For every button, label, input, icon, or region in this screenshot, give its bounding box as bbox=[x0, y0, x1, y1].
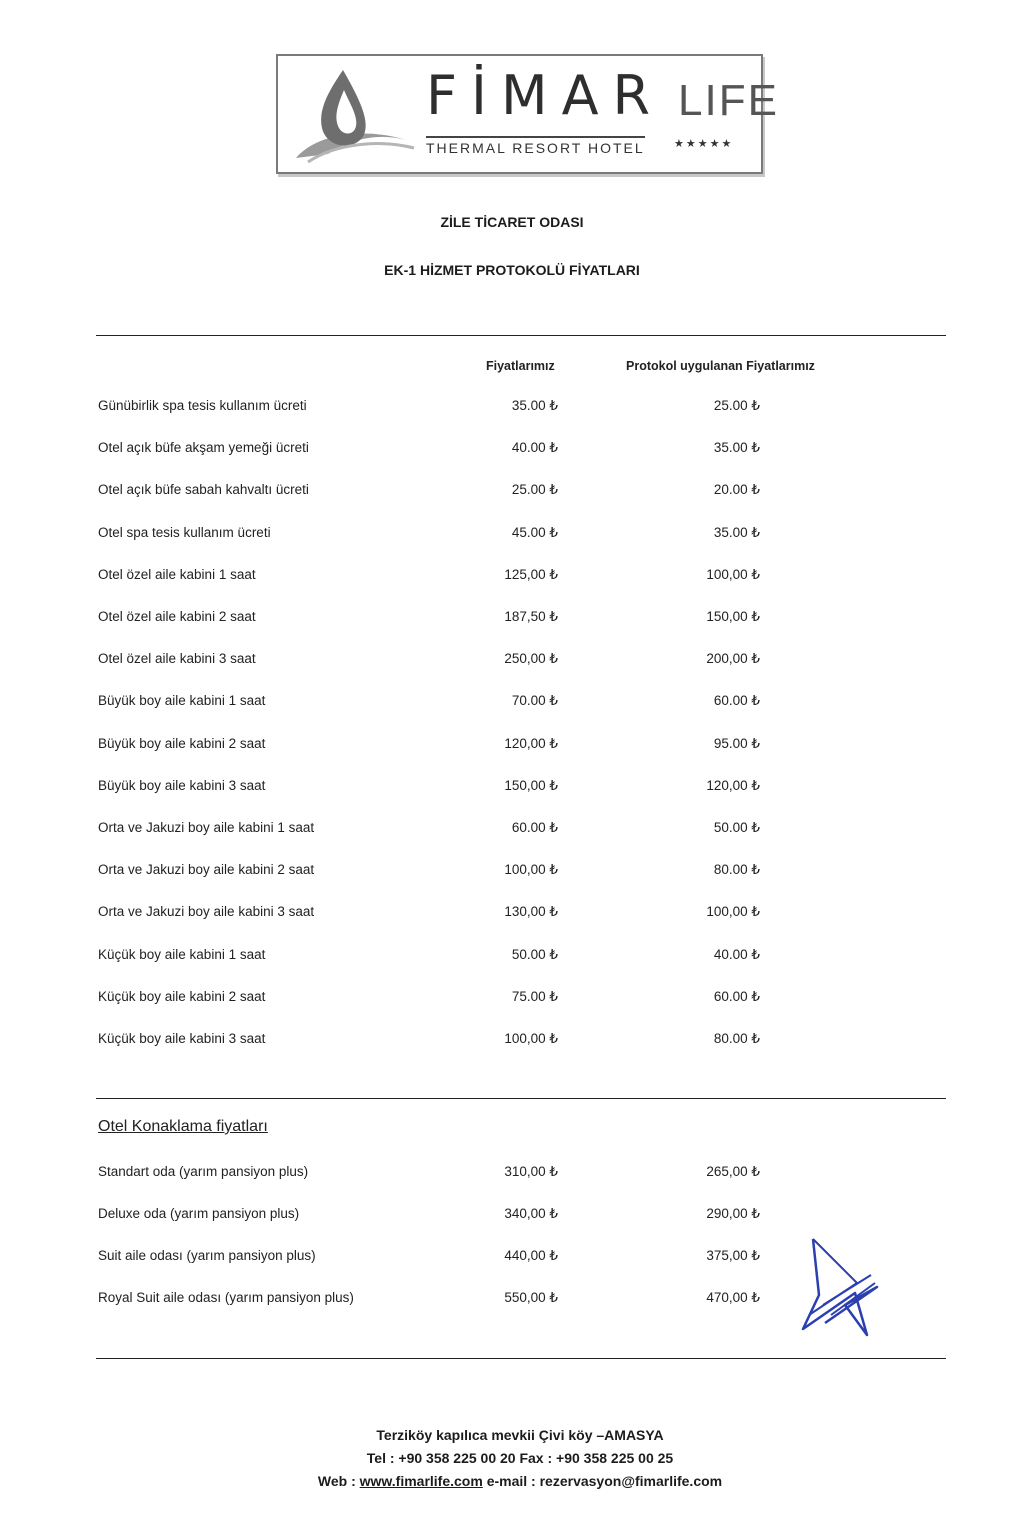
price-protocol: 35.00 ₺ bbox=[713, 524, 760, 540]
service-row bbox=[0, 778, 1024, 800]
price-regular: 187,50 ₺ bbox=[504, 609, 558, 624]
document-subtitle: EK-1 HİZMET PROTOKOLÜ FİYATLARI bbox=[384, 262, 640, 278]
item-label: Büyük boy aile kabini 2 saat bbox=[98, 735, 266, 751]
item-label: Otel spa tesis kullanım ücreti bbox=[98, 524, 271, 540]
price-protocol: 35.00 ₺ bbox=[713, 440, 760, 456]
service-row bbox=[0, 609, 1024, 631]
item-label: Küçük boy aile kabini 1 saat bbox=[98, 946, 266, 962]
item-label: Küçük boy aile kabini 3 saat bbox=[98, 1031, 266, 1046]
item-label: Otel açık büfe akşam yemeği ücreti bbox=[98, 440, 309, 456]
service-row bbox=[0, 820, 1024, 842]
service-row bbox=[0, 567, 1024, 589]
price-protocol: 80.00 ₺ bbox=[713, 862, 760, 878]
item-label: Otel özel aile kabini 3 saat bbox=[98, 651, 256, 667]
price-protocol: 375,00 ₺ bbox=[706, 1248, 760, 1263]
service-row bbox=[0, 736, 1024, 758]
price-regular: 40.00 ₺ bbox=[511, 440, 558, 456]
item-label: Küçük boy aile kabini 2 saat bbox=[98, 988, 266, 1004]
top-divider bbox=[96, 335, 946, 336]
accommodation-row bbox=[0, 1164, 1024, 1186]
price-protocol: 60.00 ₺ bbox=[713, 693, 760, 709]
footer-web-label: Web : bbox=[317, 1473, 360, 1489]
bottom-divider bbox=[96, 1358, 946, 1359]
item-label: Büyük boy aile kabini 1 saat bbox=[98, 693, 266, 709]
price-regular: 440,00 ₺ bbox=[504, 1248, 558, 1263]
price-protocol: 95.00 ₺ bbox=[713, 735, 760, 751]
footer-phone-fax: Tel : +90 358 225 00 20 Fax : +90 358 225 00 25 bbox=[366, 1450, 674, 1466]
price-protocol: 265,00 ₺ bbox=[706, 1164, 760, 1179]
service-row bbox=[0, 482, 1024, 504]
price-regular: 70.00 ₺ bbox=[511, 693, 558, 709]
price-regular: 75.00 ₺ bbox=[511, 988, 558, 1004]
price-protocol: 50.00 ₺ bbox=[713, 820, 760, 835]
accommodation-row bbox=[0, 1206, 1024, 1228]
price-regular: 340,00 ₺ bbox=[504, 1206, 558, 1221]
service-row bbox=[0, 440, 1024, 462]
price-protocol: 100,00 ₺ bbox=[706, 904, 760, 920]
service-row bbox=[0, 525, 1024, 547]
price-protocol: 20.00 ₺ bbox=[713, 482, 760, 498]
price-regular: 60.00 ₺ bbox=[511, 820, 558, 835]
price-regular: 35.00 ₺ bbox=[511, 398, 558, 413]
item-label: Deluxe oda (yarım pansiyon plus) bbox=[98, 1206, 300, 1221]
price-regular: 25.00 ₺ bbox=[511, 482, 558, 498]
footer-email: e-mail : rezervasyon@fimarlife.com bbox=[482, 1473, 723, 1489]
service-row bbox=[0, 398, 1024, 420]
accommodation-section-title: Otel Konaklama fiyatları bbox=[98, 1118, 268, 1135]
price-protocol: 200,00 ₺ bbox=[706, 651, 760, 667]
document-title: ZİLE TİCARET ODASI bbox=[440, 214, 584, 230]
item-label: Orta ve Jakuzi boy aile kabini 1 saat bbox=[98, 820, 315, 835]
item-label: Orta ve Jakuzi boy aile kabini 3 saat bbox=[98, 904, 315, 920]
column-header-protocol-prices: Protokol uygulanan Fiyatlarımız bbox=[626, 359, 815, 373]
logo-tagline: THERMAL RESORT HOTEL bbox=[426, 136, 645, 157]
handwritten-signature bbox=[795, 1235, 885, 1345]
service-row bbox=[0, 904, 1024, 926]
price-protocol: 40.00 ₺ bbox=[713, 946, 760, 962]
price-regular: 310,00 ₺ bbox=[504, 1164, 558, 1179]
logo-stars: ★★★★★ bbox=[674, 138, 734, 150]
price-regular: 550,00 ₺ bbox=[504, 1290, 558, 1305]
item-label: Günübirlik spa tesis kullanım ücreti bbox=[98, 398, 307, 413]
price-regular: 250,00 ₺ bbox=[504, 651, 558, 667]
price-protocol: 470,00 ₺ bbox=[706, 1290, 760, 1305]
service-row bbox=[0, 693, 1024, 715]
item-label: Otel özel aile kabini 2 saat bbox=[98, 609, 256, 624]
price-regular: 45.00 ₺ bbox=[511, 524, 558, 540]
item-label: Büyük boy aile kabini 3 saat bbox=[98, 777, 266, 793]
price-protocol: 25.00 ₺ bbox=[713, 398, 760, 413]
price-protocol: 80.00 ₺ bbox=[713, 1031, 760, 1046]
price-regular: 130,00 ₺ bbox=[504, 904, 558, 920]
footer-web-email bbox=[0, 1473, 1024, 1489]
logo-brand-text: FİMAR bbox=[426, 64, 665, 127]
logo-life-text: LIFE bbox=[678, 76, 779, 125]
price-regular: 120,00 ₺ bbox=[504, 735, 558, 751]
price-protocol: 100,00 ₺ bbox=[706, 566, 760, 582]
item-label: Suit aile odası (yarım pansiyon plus) bbox=[98, 1248, 316, 1263]
service-row bbox=[0, 862, 1024, 884]
item-label: Royal Suit aile odası (yarım pansiyon plus) bbox=[98, 1290, 354, 1305]
footer-address: Terziköy kapılıca mevkii Çivi köy –AMASYA bbox=[376, 1427, 664, 1443]
price-regular: 100,00 ₺ bbox=[504, 862, 558, 878]
price-protocol: 120,00 ₺ bbox=[706, 777, 760, 793]
website-link[interactable]: www.fimarlife.com bbox=[359, 1473, 483, 1489]
service-row bbox=[0, 989, 1024, 1011]
price-regular: 150,00 ₺ bbox=[504, 777, 558, 793]
price-regular: 100,00 ₺ bbox=[504, 1031, 558, 1046]
price-protocol: 60.00 ₺ bbox=[713, 988, 760, 1004]
middle-divider bbox=[96, 1098, 946, 1099]
item-label: Otel özel aile kabini 1 saat bbox=[98, 566, 256, 582]
column-header-our-prices: Fiyatlarımız bbox=[486, 359, 555, 373]
item-label: Otel açık büfe sabah kahvaltı ücreti bbox=[98, 482, 309, 498]
service-row bbox=[0, 947, 1024, 969]
price-protocol: 150,00 ₺ bbox=[706, 609, 760, 624]
price-regular: 50.00 ₺ bbox=[511, 946, 558, 962]
price-protocol: 290,00 ₺ bbox=[706, 1206, 760, 1221]
item-label: Orta ve Jakuzi boy aile kabini 2 saat bbox=[98, 862, 315, 878]
hotel-logo bbox=[276, 54, 779, 174]
water-drop-logo-icon bbox=[288, 62, 418, 166]
service-row bbox=[0, 1031, 1024, 1053]
price-regular: 125,00 ₺ bbox=[504, 566, 558, 582]
item-label: Standart oda (yarım pansiyon plus) bbox=[98, 1164, 309, 1179]
service-row bbox=[0, 651, 1024, 673]
